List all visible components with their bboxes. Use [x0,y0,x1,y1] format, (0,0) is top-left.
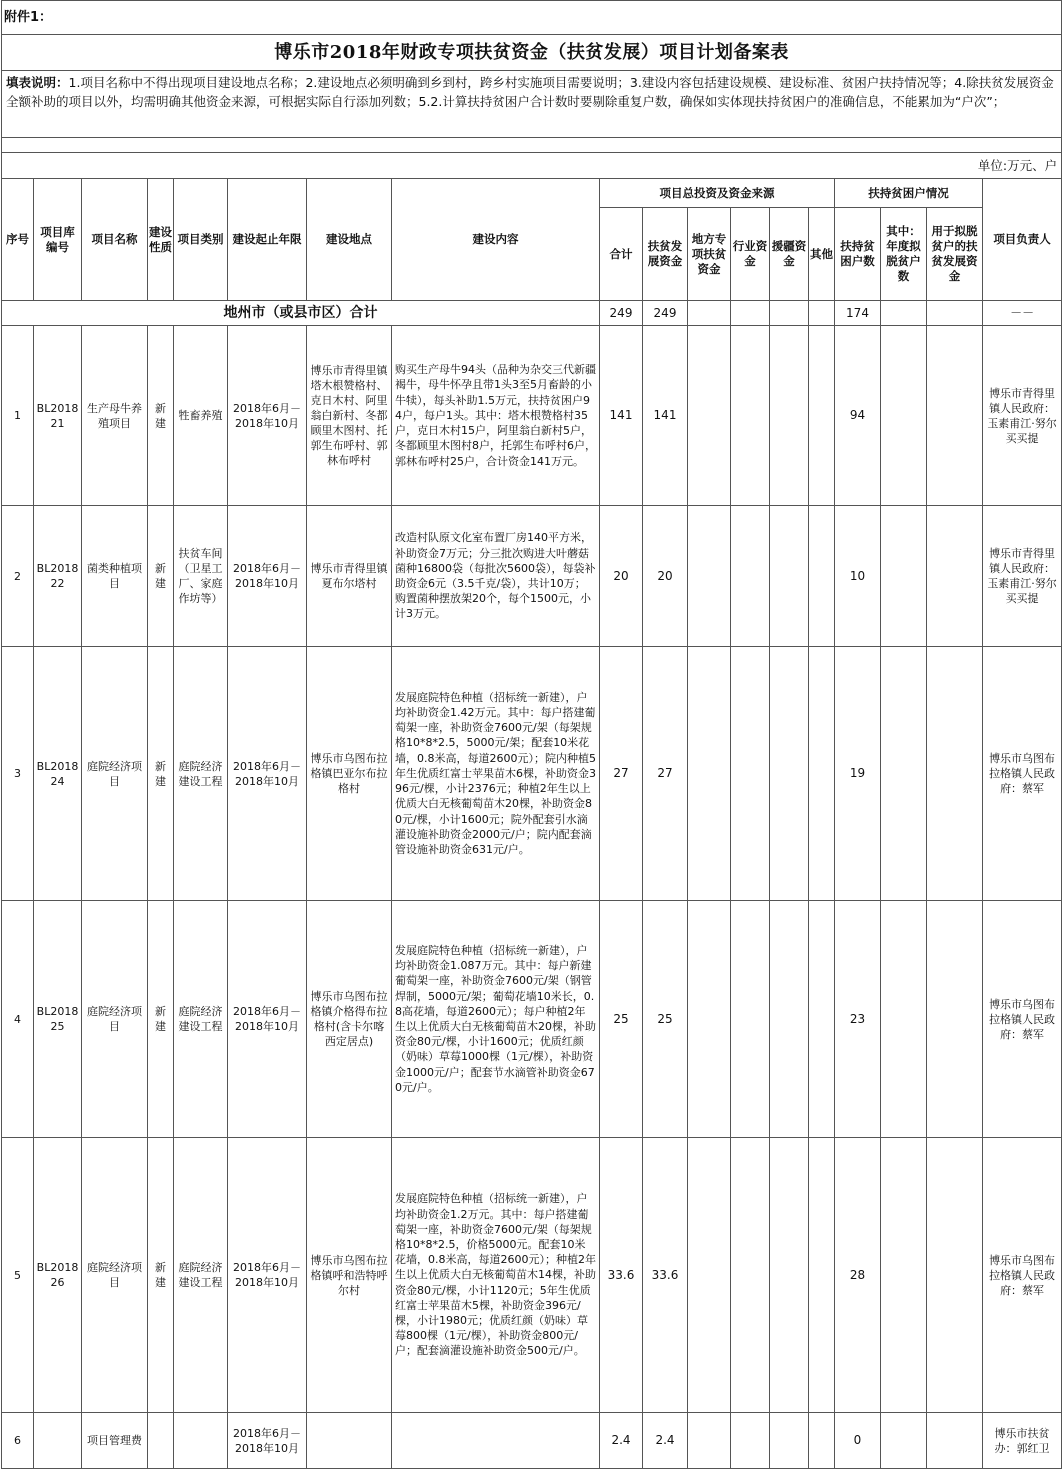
row-name: 庭院经济项目 [82,901,148,1138]
row-total: 20 [600,506,643,647]
summary-owner: －－ [983,301,1062,326]
header-poor-group: 扶持贫困户情况 [835,179,983,208]
row-fupin: 33.6 [643,1138,688,1413]
header-seq: 序号 [2,179,34,301]
row-name: 菌类种植项目 [82,506,148,647]
row-lib-no: BL201825 [34,901,82,1138]
row-category: 庭院经济建设工程 [174,647,228,901]
row-lib-no: BL201821 [34,326,82,506]
row-category: 庭院经济建设工程 [174,901,228,1138]
row-seq: 3 [2,647,34,901]
row-category: 庭院经济建设工程 [174,1138,228,1413]
row-content: 购买生产母牛94头（品种为杂交三代新疆褐牛，母牛怀孕且带1头3至5月畜龄的小牛犊），每头补助1.5万元，扶持贫困户94户，每户1头。其中：塔木根赞格村35户，克日木村15户，阿里翁白新村5户，冬都顾里木图村8户，托郭生布呼村6户，郭林布呼村25户，合计资金141万元。 [392,326,600,506]
row-name: 庭院经济项目 [82,1138,148,1413]
header-industry: 行业资金 [731,208,770,301]
blank-row [2,138,1062,153]
header-nature: 建设性质 [148,179,174,301]
row-nature: 新建 [148,647,174,901]
row-content: 发展庭院特色种植（招标统一新建），户均补助资金1.087万元。其中：每户新建葡萄架一座，补助资金7600元/架（钢管焊制，5000元/架；葡萄花墙10米长，0.8高花墙，每道2600元）；每户种植2年生以上优质大白无核葡萄苗木20棵，补助资金80元/棵，小计1600元；优质红颜（奶味）草莓1000棵（1元/棵），补助资金1000元/户；配套节水滴管补助资金670元/户。 [392,901,600,1138]
row-name: 生产母牛养殖项目 [82,326,148,506]
title-row [2,35,1062,71]
header-total: 合计 [600,208,643,301]
summary-row [2,301,1062,326]
row-period: 2018年6月－2018年10月 [228,901,307,1138]
row-category: 牲畜养殖 [174,326,228,506]
row-poor-count: 23 [835,901,881,1138]
plan-table [1,0,1062,1469]
row-seq: 1 [2,326,34,506]
notes-text: 1.项目名称中不得出现项目建设地点名称；2.建设地点必须明确到乡到村，跨乡村实施项目需要说明；3.建设内容包括建设规模、建设标准、贫困户扶持情况等；4.除扶贫发展资金全额补助的项目以外，均需明确其他资金来源，可根据实际自行添加列数；5.2.计算扶持贫困户合计数时要剔除重复户数，确保如实体现扶持贫困户的准确信息，不能累加为“户次”； [6,75,1054,109]
row-category [174,1413,228,1469]
row-nature: 新建 [148,506,174,647]
row-poor-count: 28 [835,1138,881,1413]
row-total: 2.4 [600,1413,643,1469]
row-location: 博乐市乌图布拉格镇介格得布拉格村(含卡尔喀西定居点) [307,901,392,1138]
header-category: 项目类别 [174,179,228,301]
row-owner: 博乐市青得里镇人民政府：玉素甫江·努尔买买提 [983,506,1062,647]
row-fupin: 141 [643,326,688,506]
row-fupin: 2.4 [643,1413,688,1469]
notes-row [2,71,1062,138]
row-category: 扶贫车间（卫星工厂、家庭作坊等） [174,506,228,647]
row-period: 2018年6月－2018年10月 [228,326,307,506]
header-local: 地方专项扶贫资金 [688,208,731,301]
row-seq: 2 [2,506,34,647]
row-fupin: 27 [643,647,688,901]
row-location: 博乐市青得里镇塔木根赞格村、克日木村、阿里翁白新村、冬都顾里木图村、托郭生布呼村、郭林布呼村 [307,326,392,506]
row-lib-no [34,1413,82,1469]
row-total: 27 [600,647,643,901]
header-owner: 项目负责人 [983,179,1062,301]
row-lib-no: BL201826 [34,1138,82,1413]
row-content: 发展庭院特色种植（招标统一新建），户均补助资金1.2万元。其中：每户搭建葡萄架一座，补助资金7600元/架（每架规格10*8*2.5，价格5000元。配套10米花墙，0.8米高，每道2600元）；种植2年生以上优质大白无核葡萄苗木14棵，补助资金80元/棵，小计1120元；5年生优质红富士苹果苗木5棵，补助资金396元/棵，小计1980元；优质红颜（奶味）草莓800棵（1元/棵），补助资金800元/户；配套滴灌设施补助资金500元/户。 [392,1138,600,1413]
row-content: 发展庭院特色种植（招标统一新建），户均补助资金1.42万元。其中：每户搭建葡萄架一座，补助资金7600元/架（每架规格10*8*2.5，5000元/架；配套10米花墙，0.8米高，每道2600元）；院内种植5年生优质红富士苹果苗木6棵，补助资金396元/棵，小计2376元；种植2年生以上优质大白无核葡萄苗木20棵，补助资金80元/棵，小计1600元；院外配套引水滴灌设施补助资金2000元/户；院内配套滴管设施补助资金631元/户。 [392,647,600,901]
header-other: 其他 [809,208,835,301]
header-fupin: 扶贫发展资金 [643,208,688,301]
row-owner: 博乐市乌图布拉格镇人民政府：蔡军 [983,1138,1062,1413]
row-fupin: 20 [643,506,688,647]
row-poor-count: 0 [835,1413,881,1469]
header-name: 项目名称 [82,179,148,301]
row-poor-count: 94 [835,326,881,506]
row-location [307,1413,392,1469]
row-name: 庭院经济项目 [82,647,148,901]
row-nature: 新建 [148,901,174,1138]
header-period: 建设起止年限 [228,179,307,301]
header-funding-group: 项目总投资及资金来源 [600,179,835,208]
row-location: 博乐市青得里镇夏布尔塔村 [307,506,392,647]
header-lib-no: 项目库编号 [34,179,82,301]
page-title: 博乐市2018年财政专项扶贫资金（扶贫发展）项目计划备案表 [2,35,1062,71]
row-total: 25 [600,901,643,1138]
table-row [2,506,1062,647]
row-poor-count: 19 [835,647,881,901]
row-owner: 博乐市青得里镇人民政府：玉素甫江·努尔买买提 [983,326,1062,506]
row-period: 2018年6月－2018年10月 [228,647,307,901]
table-row [2,901,1062,1138]
row-period: 2018年6月－2018年10月 [228,1413,307,1469]
row-lib-no: BL201824 [34,647,82,901]
row-owner: 博乐市扶贫办：郭红卫 [983,1413,1062,1469]
row-seq: 5 [2,1138,34,1413]
table-row [2,647,1062,901]
row-poor-count: 10 [835,506,881,647]
row-nature [148,1413,174,1469]
row-lib-no: BL201822 [34,506,82,647]
attachment-row [2,1,1062,35]
attachment-label: 附件1： [2,1,1062,35]
header-location: 建设地点 [307,179,392,301]
row-total: 141 [600,326,643,506]
header-poor-fund: 用于拟脱贫户的扶贫发展资金 [927,208,983,301]
row-total: 33.6 [600,1138,643,1413]
row-content: 改造村队原文化室布置厂房140平方米，补助资金7万元；分三批次购进大叶蘑菇菌种16800袋（每批次5600袋），每袋补助资金6元（3.5千克/袋），共计10万；购置菌种摆放架20个，每个1500元，小计3万元。 [392,506,600,647]
row-period: 2018年6月－2018年10月 [228,1138,307,1413]
header-poor-exit: 其中：年度拟脱贫户数 [881,208,927,301]
header-row-1 [2,179,1062,208]
row-owner: 博乐市乌图布拉格镇人民政府：蔡军 [983,901,1062,1138]
summary-label: 地州市（或县市区）合计 [2,301,600,326]
row-name: 项目管理费 [82,1413,148,1469]
row-nature: 新建 [148,326,174,506]
notes-label: 填表说明： [6,75,69,90]
table-row [2,1138,1062,1413]
row-location: 博乐市乌图布拉格镇巴亚尔布拉格村 [307,647,392,901]
unit-row [2,153,1062,179]
row-location: 博乐市乌图布拉格镇呼和浩特呼尔村 [307,1138,392,1413]
row-period: 2018年6月－2018年10月 [228,506,307,647]
header-aid: 援疆资金 [770,208,809,301]
row-content [392,1413,600,1469]
header-poor-count: 扶持贫困户数 [835,208,881,301]
summary-fupin: 249 [643,301,688,326]
row-seq: 4 [2,901,34,1138]
table-row [2,1413,1062,1469]
summary-poor-count: 174 [835,301,881,326]
header-content: 建设内容 [392,179,600,301]
table-row [2,326,1062,506]
row-owner: 博乐市乌图布拉格镇人民政府：蔡军 [983,647,1062,901]
summary-total: 249 [600,301,643,326]
unit-label: 单位:万元、户 [2,153,1062,179]
row-nature: 新建 [148,1138,174,1413]
fill-notes [2,71,1062,138]
row-seq: 6 [2,1413,34,1469]
row-fupin: 25 [643,901,688,1138]
